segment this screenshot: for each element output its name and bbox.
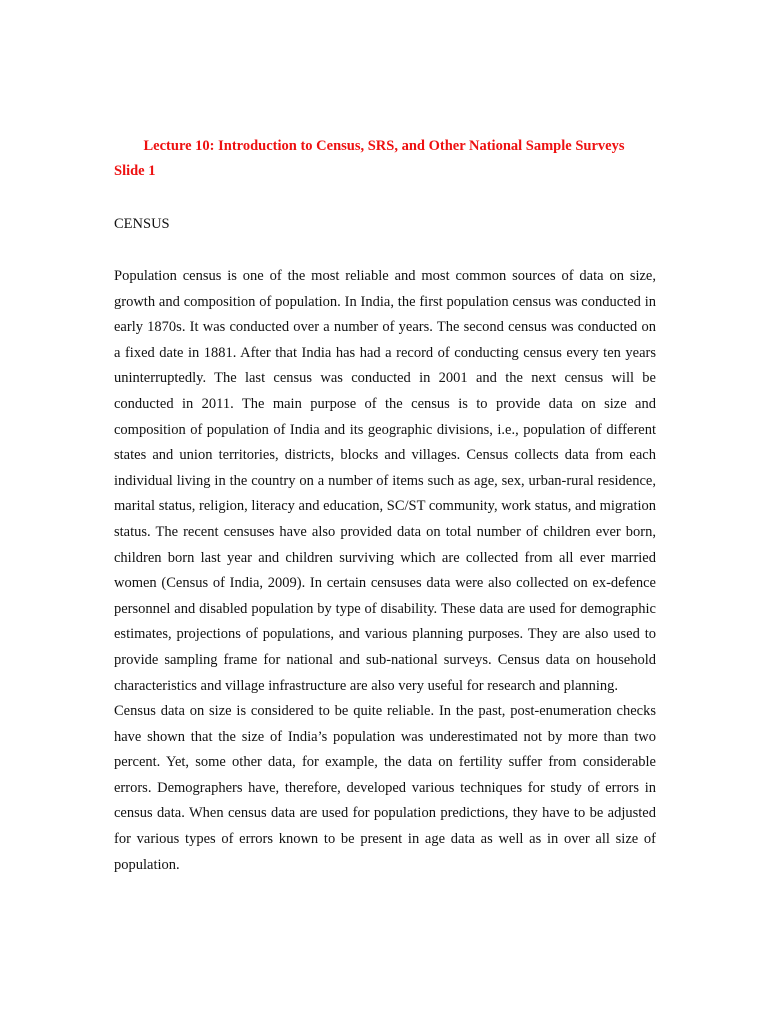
slide-label: Slide 1 [114,163,156,179]
lecture-title: Lecture 10: Introduction to Census, SRS, and Other National Sample Surveys [143,138,625,154]
paragraph: Census data on size is considered to be quite reliable. In the past, post-enumeration checks have shown that the size of India’s population was underestimated not by more than two percent. Yet, some other data, for example, the data on fertility suffer from considerable errors. Demographers have, therefore, developed various techniques for study of errors in census data. When census data are used for population predictions, they have to be adjusted for various types of errors known to be present in age data as well as in over all size of population. [114,703,656,873]
body-text [114,264,656,878]
section-heading: CENSUS [114,216,170,232]
paragraph: Population census is one of the most reliable and most common sources of data on size, growth and composition of population. In India, the first population census was conducted in early 1870s. It was conducted over a number of years. The second census was conducted on a fixed date in 1881. After that India has had a record of conducting census every ten years uninterruptedly. The last census was conducted in 2001 and the next census will be conducted in 2011. The main purpose of the census is to provide data on size and composition of population of India and its geographic divisions, i.e., population of different states and union territories, districts, blocks and villages. Census collects data from each individual living in the country on a number of items such as age, sex, urban-rural residence, marital status, religion, literacy and education, SC/ST community, work status, and migration status. The recent censuses have also provided data on total number of children ever born, children born last year and children surviving which are collected from all ever married women (Census of India, 2009). In certain censuses data were also collected on ex-defence personnel and disabled population by type of disability. These data are used for demographic estimates, projections of populations, and various planning purposes. They are also used to provide sampling frame for national and sub-national surveys. Census data on household characteristics and village infrastructure are also very useful for research and planning. [114,268,656,694]
